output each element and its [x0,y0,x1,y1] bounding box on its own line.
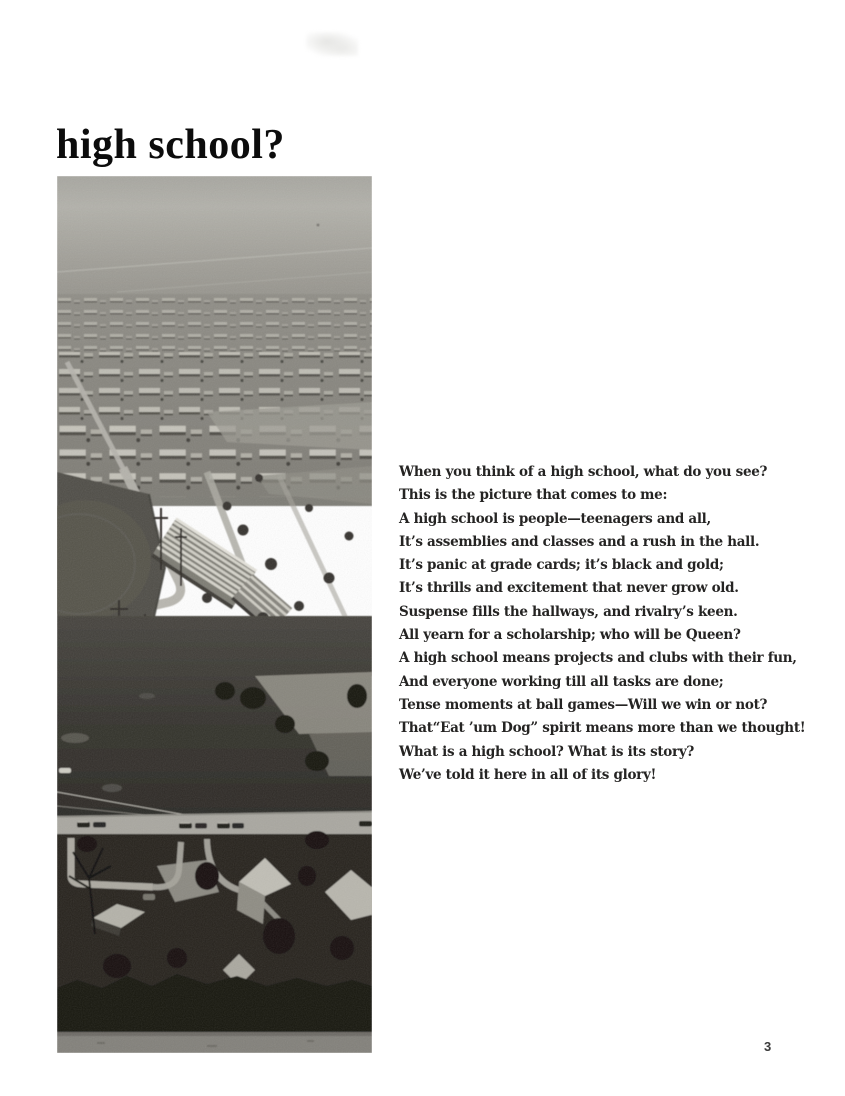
aerial-photo [57,176,372,1053]
poem-line: It’s panic at grade cards; it’s black and gold; [399,557,724,574]
poem-line: And everyone working till all tasks are done; [399,673,724,690]
poem-line: What is a high school? What is its story? [399,743,694,760]
scan-smudge [306,32,358,56]
poem-line: All yearn for a scholarship; who will be Queen? [399,627,741,644]
aerial-photo-illustration [57,176,372,1053]
poem-line: It’s thrills and excitement that never grow old. [399,580,739,597]
poem [399,461,819,787]
poem-line: When you think of a high school, what do you see? [399,464,768,480]
poem-line: We’ve told it here in all of its glory! [399,766,657,783]
poem-line: This is the picture that comes to me: [399,487,668,504]
poem-line: Tense moments at ball games—Will we win or not? [399,696,768,713]
page-number: 3 [764,1039,772,1054]
poem-line: A high school is people—teenagers and all, [399,510,711,527]
poem-line: A high school means projects and clubs with their fun, [399,650,797,667]
poem-line: Suspense fills the hallways, and rivalry’s keen. [399,603,738,620]
page-title: high school? [56,122,285,168]
poem-line: It’s assemblies and classes and a rush in the hall. [399,533,760,550]
poem-line: That“Eat ’um Dog” spirit means more than we thought! [399,720,806,737]
